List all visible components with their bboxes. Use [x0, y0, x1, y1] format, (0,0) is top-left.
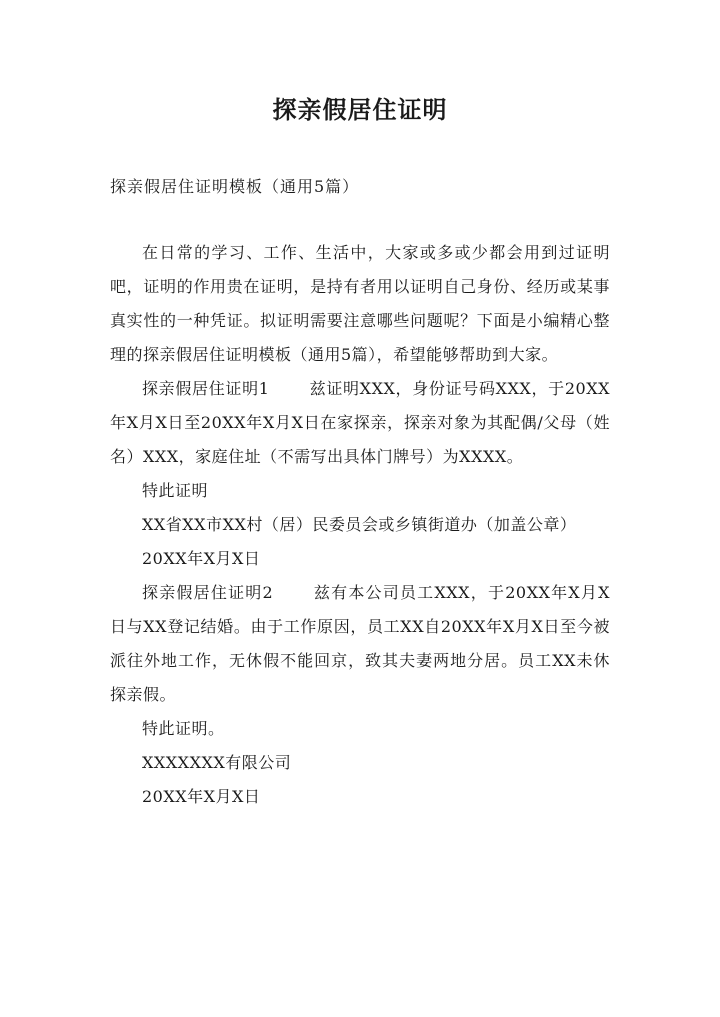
cert1-date: 20XX年X月X日 [142, 549, 261, 568]
document-title: 探亲假居住证明 [272, 96, 448, 124]
intro-paragraph: 在日常的学习、工作、生活中，大家或多或少都会用到过证明吧，证明的作用贵在证明，是持有者用以证明自己身份、经历或某事真实性的一种凭证。拟证明需要注意哪些问题呢？下面是小编精心整理的探亲假居住证明模板（通用5篇），希望能够帮助到大家。 [110, 243, 610, 364]
cert2-date: 20XX年X月X日 [142, 787, 261, 806]
cert2-paragraph [110, 576, 610, 712]
cert1-body: 兹证明XXX，身份证号码XXX，于20XX年X月X日至20XX年X月X日在家探亲，探亲对象为其配偶/父母（姓名）XXX，家庭住址（不需写出具体门牌号）为XXXX。 [110, 379, 610, 466]
cert1-paragraph [110, 372, 610, 474]
cert1-closing: 特此证明 [142, 481, 209, 500]
document-body [110, 236, 610, 814]
cert1-heading: 探亲假居住证明1 [142, 379, 270, 398]
cert1-issuer: XX省XX市XX村（居）民委员会或乡镇街道办（加盖公章） [142, 515, 577, 534]
cert2-heading: 探亲假居住证明2 [142, 583, 274, 602]
cert2-body: 兹有本公司员工XXX，于20XX年X月X日与XX登记结婚。由于工作原因，员工XX自20XX年X月X日至今被派往外地工作，无休假不能回京，致其夫妻两地分居。员工XX未休探亲假。 [110, 583, 610, 704]
document-subtitle: 探亲假居住证明模板（通用5篇） [110, 177, 360, 196]
cert2-closing: 特此证明。 [142, 719, 225, 738]
cert2-issuer: XXXXXXX有限公司 [142, 753, 292, 772]
